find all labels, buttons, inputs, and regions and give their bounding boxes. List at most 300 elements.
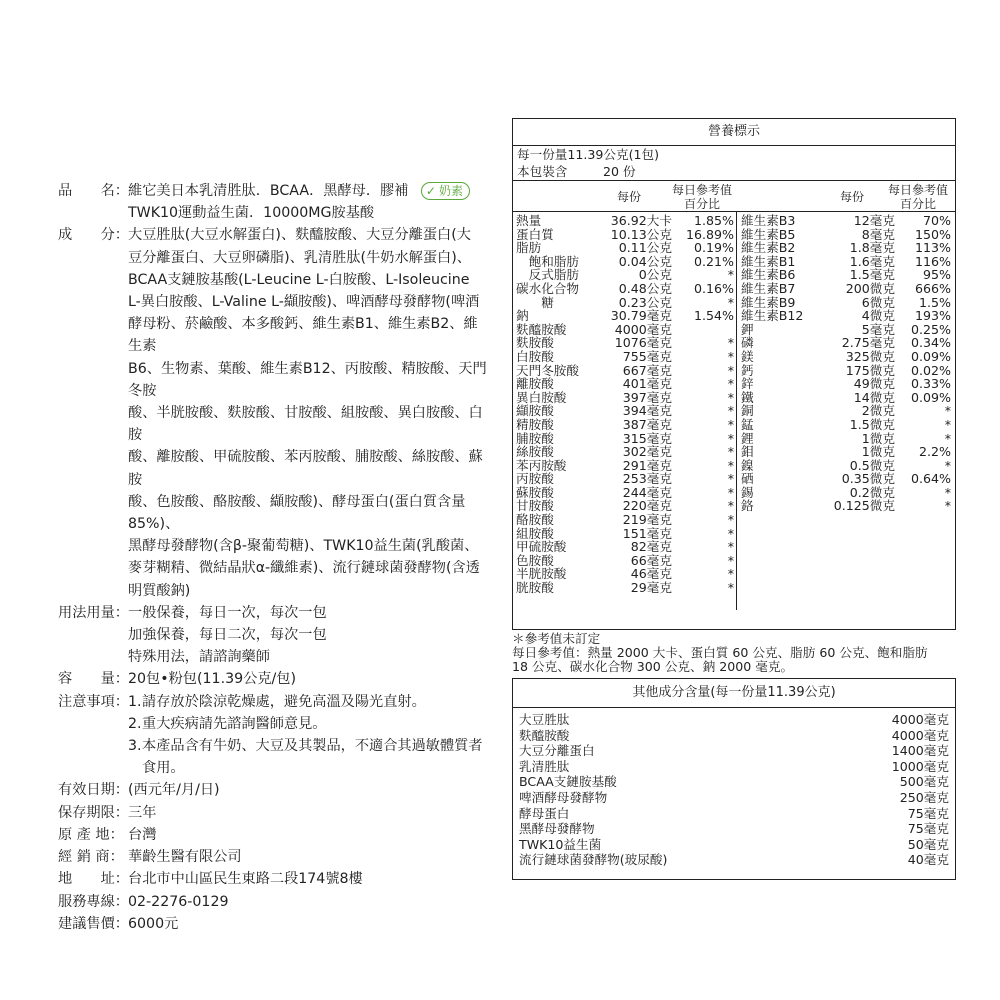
nutrient-row (741, 445, 955, 459)
nutrient-amount: 1.5微克 (849, 416, 895, 432)
nutrient-amount: 36.92大卡 (610, 213, 672, 228)
header-daily-value-right (885, 183, 951, 211)
nutrient-daily-value: * (727, 471, 734, 487)
origin-label: 原 產 地： (58, 826, 124, 843)
nutrient-name: 維生素B7 (741, 280, 796, 296)
nutrient-name: 鉻 (741, 498, 754, 514)
nutrient-daily-value: * (727, 416, 734, 432)
nutrient-row (516, 554, 734, 568)
nutrient-amount: 0.48公克 (618, 280, 672, 296)
check-icon: ✓ (425, 184, 436, 198)
nutrient-amount: 394毫克 (622, 403, 672, 419)
product-info (58, 180, 490, 935)
nutrient-amount: 151毫克 (622, 525, 672, 541)
nutrient-daily-value: * (727, 498, 734, 514)
other-item (519, 774, 949, 790)
nutrient-amount: 12毫克 (853, 213, 895, 228)
nutrient-row (516, 296, 734, 310)
nutrient-daily-value: 0.25% (910, 321, 951, 337)
nutrient-row (516, 513, 734, 527)
nutrient-amount: 8毫克 (861, 226, 895, 242)
phone-label: 服務專線： (58, 893, 129, 910)
nutrient-row (741, 432, 955, 446)
footnote-reference-cont: 18 公克、碳水化合物 300 公克、鈉 2000 毫克。 (512, 659, 794, 674)
nutrient-daily-value: 0.33% (910, 376, 951, 392)
nutrient-amount: 253毫克 (622, 471, 672, 487)
nutrition-header (513, 181, 955, 212)
nutrient-name: 維生素B12 (741, 308, 804, 324)
other-item (519, 852, 949, 868)
nutrient-daily-value: * (727, 580, 734, 596)
nutrient-daily-value: * (727, 348, 734, 364)
nutrient-daily-value: 1.5% (919, 294, 951, 310)
nutrient-name: 色胺酸 (516, 552, 554, 568)
capacity-value: 20包•粉包(11.39公克/包) (128, 671, 297, 688)
nutrient-daily-value: 0.21% (693, 253, 734, 269)
nutrient-daily-value: 16.89% (685, 226, 734, 242)
nutrient-daily-value: 113% (914, 240, 951, 256)
ingredients-line: 豆分離蛋白、大豆卵磷脂)、乳清胜肽(牛奶水解蛋白)、 (128, 249, 471, 266)
nutrient-amount: 0.35微克 (841, 471, 895, 487)
nutrient-amount: 1微克 (861, 444, 895, 460)
nutrient-name: 錳 (741, 416, 754, 432)
nutrient-row (516, 432, 734, 446)
phone-row (58, 891, 490, 913)
nutrient-daily-value: * (727, 525, 734, 541)
nutrient-daily-value: 70% (923, 213, 951, 228)
nutrient-amount: 200微克 (845, 280, 895, 296)
nutrient-amount: 0.5微克 (849, 457, 895, 473)
nutrient-amount: 10.13公克 (610, 226, 672, 242)
nutrient-amount: 1.6毫克 (849, 253, 895, 269)
nutrient-daily-value: * (944, 403, 951, 419)
nutrient-amount: 755毫克 (622, 348, 672, 364)
ingredients-line: 明質酸鈉) (128, 582, 191, 599)
nutrient-daily-value: 95% (923, 267, 951, 283)
capacity-row (58, 668, 490, 690)
column-divider (736, 212, 737, 610)
nutrient-name: 維生素B3 (741, 213, 796, 228)
other-list (513, 708, 955, 868)
header-daily-value (669, 183, 735, 211)
nutrient-daily-value: * (727, 552, 734, 568)
nutrient-name: 鋅 (741, 376, 754, 392)
other-item-amount: 40毫克 (907, 852, 949, 868)
nutrient-amount: 29毫克 (630, 580, 672, 596)
nutrient-name: 甲硫胺酸 (516, 539, 567, 555)
nutrient-daily-value: * (727, 294, 734, 310)
nutrient-row (516, 540, 734, 554)
nutrient-list-left (516, 214, 734, 595)
capacity-label: 容 量： (58, 671, 129, 688)
nutrient-row (516, 472, 734, 486)
nutrient-amount: 397毫克 (622, 389, 672, 405)
nutrient-row (741, 404, 955, 418)
nutrient-row (741, 418, 955, 432)
nutrient-daily-value: * (727, 376, 734, 392)
nutrient-row (741, 336, 955, 350)
nutrient-name: 鈉 (516, 308, 529, 324)
nutrient-row (516, 228, 734, 242)
price-row (58, 913, 490, 935)
nutrient-row (741, 377, 955, 391)
nutrient-row (516, 350, 734, 364)
nutrient-amount: 325微克 (845, 348, 895, 364)
shelf-label: 保存期限： (58, 804, 129, 821)
ingredients-line: BCAA支鏈胺基酸(L-Leucine L-白胺酸、L-Isoleucine (128, 271, 470, 288)
nutrient-daily-value: * (727, 566, 734, 582)
nutrient-name: 異白胺酸 (516, 389, 567, 405)
nutrient-row (516, 377, 734, 391)
nutrient-name: 絲胺酸 (516, 444, 554, 460)
header-dv-line2: 百分比 (899, 197, 936, 211)
nutrient-daily-value: * (727, 389, 734, 405)
nutrient-row (516, 241, 734, 255)
nutrient-amount: 219毫克 (622, 512, 672, 528)
other-item (519, 743, 949, 759)
nutrient-amount: 2微克 (861, 403, 895, 419)
nutrient-daily-value: * (727, 362, 734, 378)
note-number: 3. (128, 738, 142, 755)
nutrient-name: 纈胺酸 (516, 403, 554, 419)
name-value (128, 180, 490, 224)
nutrient-amount: 1.8毫克 (849, 240, 895, 256)
other-item-amount: 500毫克 (899, 774, 949, 790)
origin-value: 台灣 (128, 826, 157, 843)
ingredients-line: 黑酵母發酵物(含β-聚葡萄糖)、TWK10益生菌(乳酸菌、 (128, 538, 479, 555)
nutrient-list-right (741, 214, 955, 513)
nutrient-name: 白胺酸 (516, 348, 554, 364)
usage-value (128, 602, 490, 669)
other-item (519, 712, 949, 728)
nutrition-columns (513, 212, 955, 610)
name-line1: 維它美日本乳清胜肽．BCAA．黑酵母．膠補 (128, 183, 409, 199)
note-text: 本產品含有牛奶、大豆及其製品，不適合其過敏體質者食用。 (142, 738, 483, 777)
nutrient-row (741, 364, 955, 378)
note-item (128, 691, 490, 713)
other-item-amount: 50毫克 (907, 836, 949, 852)
nutrient-row (741, 459, 955, 473)
nutrient-name: 磷 (741, 335, 754, 351)
nutrient-amount: 82毫克 (630, 539, 672, 555)
pack-value: 20 份 (603, 164, 636, 179)
nutrient-name: 蘇胺酸 (516, 484, 554, 500)
nutrient-amount: 0.04公克 (618, 253, 672, 269)
origin-row (58, 824, 490, 846)
shelf-value: 三年 (128, 804, 157, 821)
nutrient-row (741, 486, 955, 500)
other-item-name: 大豆分離蛋白 (519, 743, 595, 759)
nutrient-row (516, 282, 734, 296)
nutrient-amount: 302毫克 (622, 444, 672, 460)
other-item-name: 酵母蛋白 (519, 805, 570, 821)
nutrient-row (516, 486, 734, 500)
nutrient-daily-value: 1.54% (693, 308, 734, 324)
nutrient-name: 飽和脂肪 (516, 253, 579, 269)
price-value: 6000元 (128, 915, 179, 932)
other-item (519, 806, 949, 822)
nutrient-amount: 291毫克 (622, 457, 672, 473)
nutrient-daily-value: 0.16% (693, 280, 734, 296)
ingredients-line: 麥芽糊精、微結晶狀α-纖維素)、流行鏈球菌發酵物(含透 (128, 560, 480, 577)
nutrient-name: 麩醯胺酸 (516, 321, 567, 337)
notes-value (128, 691, 490, 780)
nutrient-name: 精胺酸 (516, 416, 554, 432)
nutrient-row (741, 296, 955, 310)
nutrient-name: 鎂 (741, 348, 754, 364)
note-text: 請存放於陰涼乾燥處，避免高溫及陽光直射。 (142, 693, 426, 710)
nutrition-title: 營養標示 (513, 119, 955, 146)
price-label: 建議售價： (58, 915, 129, 932)
nutrient-amount: 14微克 (853, 389, 895, 405)
notes-row (58, 691, 490, 780)
nutrient-name: 維生素B9 (741, 294, 796, 310)
nutrient-daily-value: * (727, 335, 734, 351)
nutrition-table (512, 118, 956, 630)
nutrient-row (741, 391, 955, 405)
nutrient-daily-value: * (727, 403, 734, 419)
nutrient-row (516, 581, 734, 595)
nutrient-name: 維生素B2 (741, 240, 796, 256)
nutrient-row (741, 323, 955, 337)
nutrient-amount: 6微克 (861, 294, 895, 310)
nutrient-amount: 0公克 (638, 267, 672, 283)
ingredients-line: 酸、色胺酸、酪胺酸、纈胺酸)、酵母蛋白(蛋白質含量85%)、 (128, 493, 466, 533)
nutrient-row (516, 445, 734, 459)
nutrient-row (741, 472, 955, 486)
other-item (519, 790, 949, 806)
nutrient-amount: 0.23公克 (618, 294, 672, 310)
nutrient-amount: 49微克 (853, 376, 895, 392)
nutrient-row (516, 255, 734, 269)
nutrient-daily-value: 0.19% (693, 240, 734, 256)
other-item-amount: 1400毫克 (891, 743, 949, 759)
nutrient-row (516, 391, 734, 405)
nutrient-daily-value: 150% (914, 226, 951, 242)
nutrient-amount: 46毫克 (630, 566, 672, 582)
nutrient-daily-value: 2.2% (919, 444, 951, 460)
nutrient-row (516, 527, 734, 541)
nutrient-amount: 667毫克 (622, 362, 672, 378)
note-number: 1. (128, 693, 142, 710)
nutrient-daily-value: 0.09% (910, 389, 951, 405)
nutrient-row (741, 350, 955, 364)
nutrient-daily-value: * (944, 416, 951, 432)
nutrient-row (516, 336, 734, 350)
nutrient-daily-value: 0.09% (910, 348, 951, 364)
address-row (58, 868, 490, 890)
other-item-amount: 4000毫克 (891, 712, 949, 727)
nutrient-name: 維生素B6 (741, 267, 796, 283)
other-item-name: 麩醯胺酸 (519, 727, 570, 743)
nutrient-daily-value: 193% (914, 308, 951, 324)
ingredients-line: L-異白胺酸、L-Valine L-纈胺酸)、啤酒酵母發酵物(啤酒 (128, 294, 480, 311)
nutrient-daily-value: * (944, 457, 951, 473)
nutrient-name: 維生素B5 (741, 226, 796, 242)
expiry-label: 有效日期： (58, 782, 129, 799)
usage-line: 加強保養，每日二次，每次一包 (128, 627, 327, 644)
nutrient-daily-value: * (944, 484, 951, 500)
other-item-amount: 1000毫克 (891, 758, 949, 774)
nutrient-name: 半胱胺酸 (516, 566, 567, 582)
distributor-value: 華齡生醫有限公司 (128, 849, 242, 866)
nutrient-name: 碳水化合物 (516, 280, 579, 296)
nutrient-daily-value: 0.64% (910, 471, 951, 487)
nutrient-name: 蛋白質 (516, 226, 554, 242)
nutrient-amount: 4000毫克 (614, 321, 672, 337)
expiry-row (58, 779, 490, 801)
nutrient-amount: 2.75毫克 (841, 335, 895, 351)
nutrient-name: 組胺酸 (516, 525, 554, 541)
nutrient-name: 鈣 (741, 362, 754, 378)
nutrient-row (516, 268, 734, 282)
nutrient-row (516, 309, 734, 323)
nutrient-amount: 30.79毫克 (610, 308, 672, 324)
nutrient-daily-value: * (727, 267, 734, 283)
nutrient-amount: 401毫克 (622, 376, 672, 392)
nutrient-amount: 0.11公克 (618, 240, 672, 256)
nutrient-name: 丙胺酸 (516, 471, 554, 487)
nutrient-name: 甘胺酸 (516, 498, 554, 514)
header-per-serving: 每份 (617, 190, 642, 204)
usage-row (58, 602, 490, 669)
nutrient-row (741, 255, 955, 269)
nutrient-row (516, 567, 734, 581)
nutrient-row (516, 418, 734, 432)
nutrient-name: 銅 (741, 403, 754, 419)
other-item-name: 流行鏈球菌發酵物(玻尿酸) (519, 852, 668, 868)
note-number: 2. (128, 715, 142, 732)
ingredients-value (128, 224, 490, 601)
other-item-amount: 75毫克 (907, 821, 949, 837)
ingredients-label: 成 分： (58, 227, 129, 244)
nutrient-amount: 0.2微克 (849, 484, 895, 500)
nutrient-daily-value: * (727, 512, 734, 528)
shelf-row (58, 802, 490, 824)
nutrient-name: 鉬 (741, 444, 754, 460)
nutrient-amount: 387毫克 (622, 416, 672, 432)
usage-line: 一般保養，每日一次，每次一包 (128, 604, 327, 621)
nutrient-amount: 1076毫克 (614, 335, 672, 351)
nutrient-row (741, 282, 955, 296)
nutrient-name: 鐵 (741, 389, 754, 405)
nutrient-row (741, 241, 955, 255)
phone-value: 02-2276-0129 (128, 893, 229, 910)
footnote-reference: 每日參考值：熱量 2000 大卡、蛋白質 60 公克、脂肪 60 公克、飽和脂肪 (512, 645, 928, 660)
nutrient-row (516, 364, 734, 378)
nutrient-amount: 244毫克 (622, 484, 672, 500)
nutrient-row (516, 323, 734, 337)
nutrient-name: 離胺酸 (516, 376, 554, 392)
nutrient-amount: 175微克 (845, 362, 895, 378)
distributor-row (58, 846, 490, 868)
other-item-name: 黑酵母發酵物 (519, 821, 595, 837)
nutrient-row (741, 214, 955, 228)
serving-size: 每一份量11.39公克(1包) (517, 147, 660, 162)
nutrition-footnote (512, 632, 962, 674)
other-item (519, 821, 949, 837)
nutrient-daily-value: 0.02% (910, 362, 951, 378)
header-dv-line1: 每日參考值 (887, 183, 948, 197)
address-label: 地 址： (58, 871, 129, 888)
nutrient-row (741, 228, 955, 242)
nutrient-name: 苯丙胺酸 (516, 457, 567, 473)
nutrient-daily-value: * (944, 498, 951, 514)
other-item-name: TWK10益生菌 (519, 836, 602, 852)
nutrient-daily-value: * (944, 430, 951, 446)
nutrient-row (516, 459, 734, 473)
notes-label: 注意事項： (58, 693, 129, 710)
header-dv-line1: 每日參考值 (671, 183, 732, 197)
nutrient-amount: 5毫克 (861, 321, 895, 337)
note-text: 重大疾病請先諮詢醫師意見。 (142, 715, 327, 732)
nutrient-daily-value: 0.34% (910, 335, 951, 351)
nutrient-name: 錫 (741, 484, 754, 500)
other-item (519, 759, 949, 775)
nutrient-daily-value: * (727, 430, 734, 446)
other-item-name: 大豆胜肽 (519, 712, 570, 727)
name-line2: TWK10運動益生菌．10000MG胺基酸 (128, 205, 375, 222)
usage-label: 用法用量： (58, 604, 129, 621)
other-item-name: BCAA支鏈胺基酸 (519, 774, 617, 790)
distributor-label: 經 銷 商： (58, 849, 124, 866)
nutrient-name: 胱胺酸 (516, 580, 554, 596)
ingredients-line: B6、生物素、葉酸、維生素B12、丙胺酸、精胺酸、天門冬胺 (128, 360, 487, 399)
nutrient-name: 熱量 (516, 213, 542, 228)
ingredients-line: 酵母粉、菸鹼酸、本多酸鈣、維生素B1、維生素B2、維生素 (128, 316, 478, 355)
nutrient-name: 糖 (516, 294, 554, 310)
name-label: 品 名： (58, 183, 129, 199)
vegetarian-badge (421, 182, 470, 200)
other-item (519, 728, 949, 744)
nutrient-row (741, 499, 955, 513)
nutrient-daily-value: 1.85% (693, 213, 734, 228)
nutrient-name: 脯胺酸 (516, 430, 554, 446)
ingredients-line: 酸、半胱胺酸、麩胺酸、甘胺酸、組胺酸、異白胺酸、白胺 (128, 405, 483, 444)
nutrient-name: 鋰 (741, 430, 754, 446)
name-row (58, 180, 490, 224)
nutrient-row (516, 499, 734, 513)
pack-label: 本包裝含 (517, 164, 568, 179)
nutrient-daily-value: * (727, 484, 734, 500)
nutrient-name: 酪胺酸 (516, 512, 554, 528)
other-item-name: 啤酒酵母發酵物 (519, 789, 608, 805)
nutrient-name: 脂肪 (516, 240, 542, 256)
nutrient-amount: 1微克 (861, 430, 895, 446)
footnote-asterisk: ＊參考值未訂定 (512, 631, 601, 646)
nutrient-amount: 220毫克 (622, 498, 672, 514)
nutrient-name: 天門冬胺酸 (516, 362, 579, 378)
other-ingredients-table (512, 678, 956, 880)
ingredients-line: 大豆胜肽(大豆水解蛋白)、麩醯胺酸、大豆分離蛋白(大 (128, 227, 471, 244)
nutrient-row (516, 214, 734, 228)
other-item-amount: 75毫克 (907, 805, 949, 821)
nutrient-name: 鉀 (741, 321, 754, 337)
header-per-serving-right: 每份 (840, 190, 865, 204)
other-item-amount: 250毫克 (899, 789, 949, 805)
other-item-amount: 4000毫克 (891, 727, 949, 743)
nutrient-row (741, 309, 955, 323)
ingredients-line: 酸、離胺酸、甲硫胺酸、苯丙胺酸、脯胺酸、絲胺酸、蘇胺 (128, 449, 483, 488)
nutrient-amount: 0.125微克 (833, 498, 895, 514)
servings-per-pack (513, 163, 955, 181)
usage-line: 特殊用法，請諮詢藥師 (128, 649, 270, 666)
nutrient-amount: 66毫克 (630, 552, 672, 568)
nutrient-daily-value: 666% (914, 280, 951, 296)
header-dv-line2: 百分比 (683, 197, 720, 211)
expiry-value: (西元年/月/日) (128, 782, 220, 799)
other-item (519, 837, 949, 853)
